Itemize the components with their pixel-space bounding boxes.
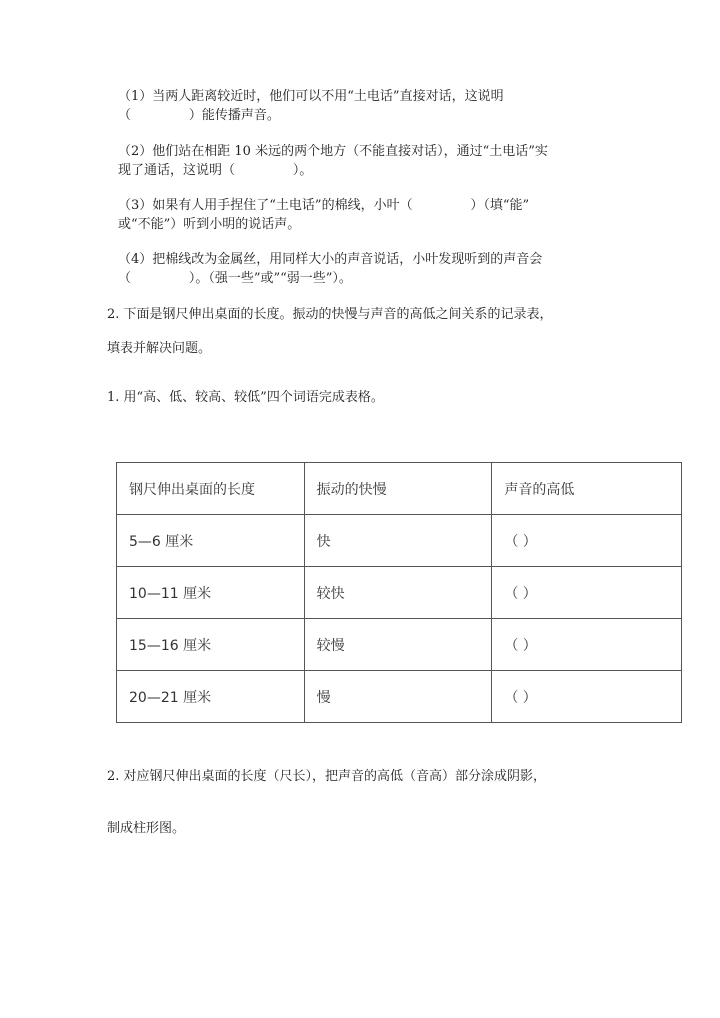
section2-intro-line1: 2. 下面是钢尺伸出桌面的长度。振动的快慢与声音的高低之间关系的记录表， xyxy=(107,307,553,322)
task2-line2: 制成柱形图。 xyxy=(107,821,186,836)
q3-line1: （3）如果有人用手捏住了“土电话”的棉线，小叶（ ）（填“能” xyxy=(118,198,530,213)
cell-pitch-blank: （ ） xyxy=(492,619,682,671)
cell-length: 5—6 厘米 xyxy=(117,515,305,567)
task1-instruction: 1. 用“高、低、较高、较低”四个词语完成表格。 xyxy=(107,390,384,405)
cell-vibration: 慢 xyxy=(304,671,492,723)
record-table xyxy=(116,462,682,723)
cell-vibration: 较快 xyxy=(304,567,492,619)
table-header-row xyxy=(117,463,682,515)
header-length: 钢尺伸出桌面的长度 xyxy=(117,463,305,515)
cell-pitch-blank: （ ） xyxy=(492,515,682,567)
q1-line2: （ ）能传播声音。 xyxy=(118,108,280,123)
table-row xyxy=(117,515,682,567)
header-pitch: 声音的高低 xyxy=(492,463,682,515)
table-row xyxy=(117,671,682,723)
q1-line1: （1）当两人距离较近时，他们可以不用“土电话”直接对话，这说明 xyxy=(118,89,504,104)
q2-line1: （2）他们站在相距 10 米远的两个地方（不能直接对话），通过“土电话”实 xyxy=(118,144,548,159)
cell-vibration: 快 xyxy=(304,515,492,567)
cell-pitch-blank: （ ） xyxy=(492,567,682,619)
cell-length: 15—16 厘米 xyxy=(117,619,305,671)
q4-line2: （ ）。（强一些”或”“弱一些”）。 xyxy=(118,271,352,286)
cell-vibration: 较慢 xyxy=(304,619,492,671)
header-vibration: 振动的快慢 xyxy=(304,463,492,515)
task2-line1: 2. 对应钢尺伸出桌面的长度（尺长），把声音的高低（音高）部分涂成阴影， xyxy=(107,769,547,784)
table-row xyxy=(117,567,682,619)
q4-line1: （4）把棉线改为金属丝，用同样大小的声音说话，小叶发现听到的声音会 xyxy=(118,252,543,267)
q2-line2: 现了通话，这说明（ ）。 xyxy=(118,163,313,178)
cell-length: 20—21 厘米 xyxy=(117,671,305,723)
cell-pitch-blank: （ ） xyxy=(492,671,682,723)
cell-length: 10—11 厘米 xyxy=(117,567,305,619)
q3-line2: 或“不能”）听到小明的说话声。 xyxy=(118,217,301,232)
table-row xyxy=(117,619,682,671)
section2-intro-line2: 填表并解决问题。 xyxy=(107,341,212,356)
